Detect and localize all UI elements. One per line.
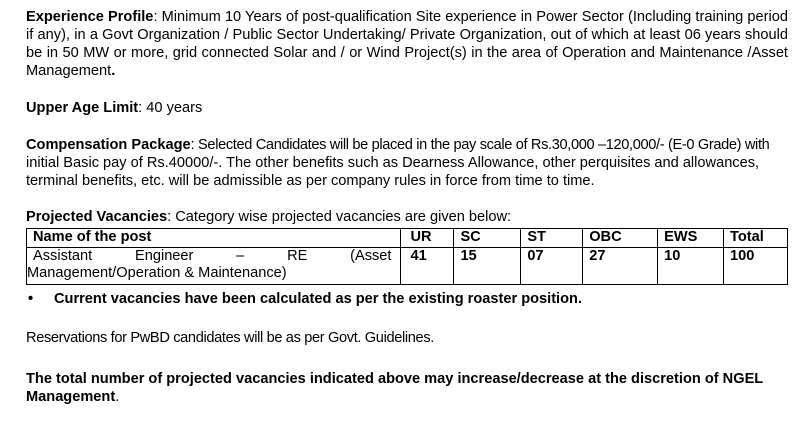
upper-age-limit-label: Upper Age Limit [26,100,139,116]
experience-profile-end: . [111,63,116,79]
reservation-paragraph: Reservations for PwBD candidates will be as per Govt. Guidelines. [26,330,434,346]
projected-vacancies-paragraph [26,208,511,226]
projected-vacancies-text: : Category wise projected vacancies are given below: [167,209,512,225]
row-post-word: Assistant [33,248,93,264]
row-post-line1 [33,248,400,265]
bullet-text: Current vacancies have been calculated as per the existing roaster position. [54,291,582,307]
row-obc: 27 [583,248,658,285]
row-post-word: – [236,248,245,264]
row-sc: 15 [454,248,521,285]
header-ur: UR [400,229,454,248]
row-ews: 10 [658,248,724,285]
experience-profile-paragraph [26,8,788,80]
bullet-symbol: • [28,291,34,307]
row-post-line2: Management/Operation & Maintenance) [27,265,287,281]
row-ur: 41 [400,248,454,285]
experience-profile-label: Experience Profile [26,9,154,25]
final-note-text: The total number of projected vacancies indicated above may increase/decrease at the discretion of NGEL Management [26,371,763,405]
row-post [27,248,401,285]
upper-age-limit-paragraph [26,99,202,117]
compensation-package-paragraph [26,136,788,190]
vacancy-table-row [27,248,788,285]
final-note-paragraph [26,370,788,406]
vacancy-table [26,228,788,285]
projected-vacancies-label: Projected Vacancies [26,209,168,225]
header-post-text: Name of the post [33,229,152,245]
compensation-package-text-rest: initial Basic pay of Rs.40000/-. The other benefits such as Dearness Allowance, other perquisites and allowances, terminal benefits, etc. will be admissible as per company rules in force from time to time. [26,155,760,189]
experience-profile-text: : Minimum 10 Years of post-qualification Site experience in Power Sector (Including training period if any), in a Govt Organization / Public Sector Undertaking/ Private Organization, out of which at least 06 years should be in 50 MW or more, grid connected Solar and / or Wind Project(s) in the area of Operation and Maintenance /Asset Management [26,9,788,79]
row-st: 07 [521,248,583,285]
final-note-end: . [115,389,120,405]
compensation-package-label: Compensation Package [26,137,191,153]
bullet-note [26,290,582,308]
vacancy-table-header-row [27,229,788,248]
row-total: 100 [724,248,788,285]
header-st: ST [521,229,583,248]
row-post-word: Engineer [134,248,194,264]
header-post [27,229,401,248]
upper-age-limit-text: : 40 years [138,100,203,116]
header-total: Total [724,229,788,248]
header-ews: EWS [658,229,724,248]
compensation-package-text-narrow: : Selected Candidates will be placed in the pay scale of Rs.30,000 –120,000/- (E-0 Grade) with [190,137,770,153]
header-sc: SC [454,229,521,248]
row-post-word: (Asset [350,248,392,264]
header-obc: OBC [583,229,658,248]
row-post-word: RE [287,248,308,264]
